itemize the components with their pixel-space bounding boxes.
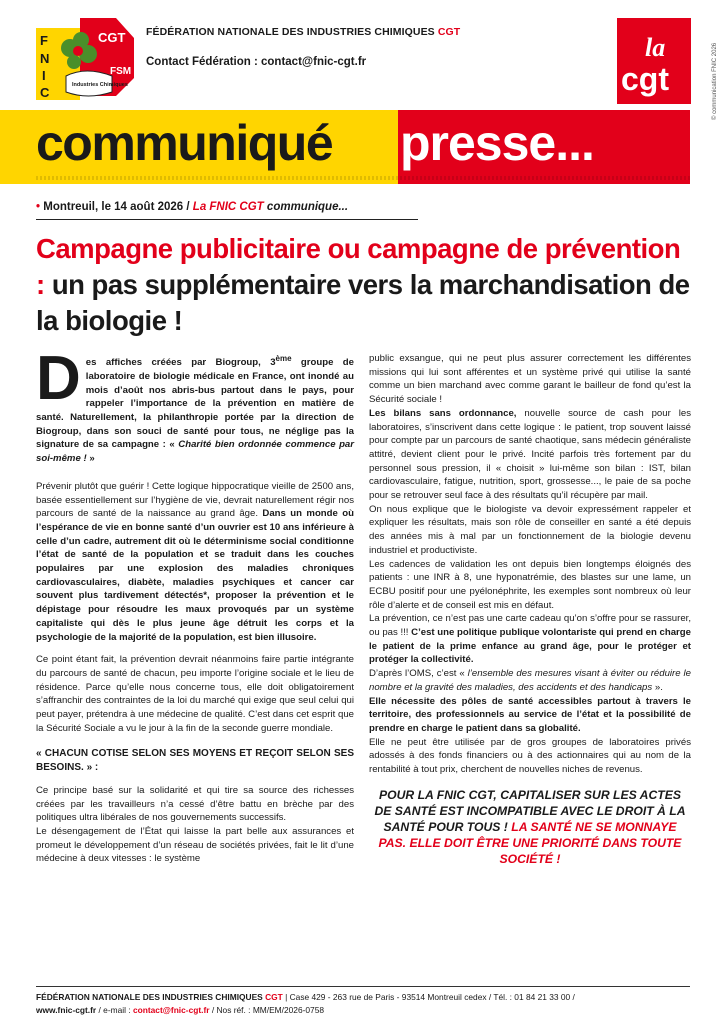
federation-cgt: CGT [437,26,461,38]
fnic-letter-i: I [42,68,46,83]
footer-federation: FÉDÉRATION NATIONALE DES INDUSTRIES CHIMIQUES [36,992,263,1002]
title-red-part: Campagne publicitaire ou campagne de prévention : [36,233,681,300]
fnic-logo-fsm: FSM [110,66,132,77]
article-title [36,231,690,339]
conclusion-black: POUR LA FNIC CGT, CAPITALISER SUR LES ACTES DE SANTÉ EST INCOMPATIBLE AVEC LE DROIT À LA SANTÉ POUR TOUS ! [374,787,686,834]
p2-start: Prévenir plutôt que guérir ! Cette logique hippocratique vieille de 2500 ans, basée essentiellement sur l’hygiène de vie, devrait naturellement régir nos parcours de santé de la naissance au grand âge. [36,480,354,520]
paragraph-disengagement: Le désengagement de l’État qui laisse la part belle aux assurances et promeut le développement d’un réseau de sociétés privées, fait le lit d’une médecine à deux vitesses : le système [36,825,354,865]
dateline [36,201,418,220]
paragraph-principle: Ce principe basé sur la solidarité et qui tire sa source des richesses créées par les travailleurs n’a cessé d’être battu en brèche par des politiques ultra libérales de nos gouvernements successifs. [36,784,354,824]
dateline-org: La FNIC CGT [192,201,264,213]
fnic-letter-f: F [40,33,48,48]
section-heading: « CHACUN COTISE SELON SES MOYENS ET REÇOIT SELON SES BESOINS. » : [36,748,354,774]
dateline-place-date: Montreuil, le 14 août 2026 / [43,201,190,213]
footer-links [36,1005,324,1015]
communique-banner [0,110,690,184]
lead-paragraph [36,344,354,466]
fnic-logo-industries: Industries Chimiques [72,82,128,88]
side-credit-text: © communication FNIC 2026 [712,42,718,120]
bilans-bold: Les bilans sans ordonnance, [369,407,517,419]
bilans-rest: nouvelle source de cash pour les laboratoires, s’inscrivent dans cette logique : le patient, trop souvent laissé pour compte par un parcours de santé chaotique, sans médecin généraliste attitré, devient client pour le privé. Incité parfois très fortement par du personnel sous pression, il « choisit » lui-même son bilan : IST, bilan cardiovasculaire, fatigue, nutrition, sport, grossesse..., le paie de sa poche pour se retrouver seul face à des résultats qu’il récupère par mail. [369,407,691,502]
footer-cgt: CGT [265,992,283,1002]
paragraph-oms [369,667,691,694]
lead-text-2: groupe de laboratoire de biologie médicale en France, ont inondé au mois d’août nos abris-bus partout dans le pays, pour rappeler l’importance de la prévention en matière de santé. Naturellement, la philanthropie portée par la direction de Biogroup, dans son souci de santé pour tous, ne néglige pas la signature de sa campagne : « [36,357,354,451]
paragraph-prevention-gift [369,612,691,667]
fnic-letter-n: N [40,51,50,66]
title-black-part: un pas supplémentaire vers la marchandisation de la biologie ! [36,269,690,336]
cgt-logo-la: la [645,33,666,62]
cgt-logo-cgt: cgt [621,61,669,97]
footer-address [36,992,575,1002]
paragraph-biologist: On nous explique que le biologiste va devoir expressément rappeler et expliquer les résultats, mais son rôle de conseiller en santé a été depuis des années mis à mal par un fonctionnement de la biologie devenu industriel et productiviste. [369,503,691,556]
federation-name-text: FÉDÉRATION NATIONALE DES INDUSTRIES CHIMIQUES [146,26,435,38]
footer-address-text: | Case 429 - 263 rue de Paris - 93514 Montreuil cedex / Tél. : 01 84 21 33 00 / [282,992,575,1002]
dateline-bullet: • [36,201,41,213]
p5-bold: C’est une politique publique volontariste qui prend en charge le patient de la prime enfance au grand âge, pour le protéger et protéger la collectivité. [369,627,691,666]
paragraph-cadences: Les cadences de validation les ont depuis bien longtemps éloignés des patients : une INR à 8, une hyponatrémie, des blastes sur une lame, un ECBU positif pour une pyélonéphrite, les exemples sont nombreux où leur rôle d’alerte et de conseil est mis en défaut. [369,558,691,611]
conclusion [369,787,691,867]
p7-bold: Elle nécessite des pôles de santé accessibles partout à travers le territoire, des professionnels au service de l’état et la possibilité de prendre en charge le patient dans sa globalité. [369,695,691,734]
paragraph-public: public exsangue, qui ne peut plus assurer correctement les différentes missions qui lui sont afférentes et un système privé qui utilise la santé comme un bien marchand avec comme garant le bailleur de fond qu’est la Sécurité sociale ! [369,353,691,406]
footer-email-link[interactable]: contact@fnic-cgt.fr [132,1005,210,1015]
p2-bold: Dans un monde où l’espérance de vie en bonne santé d’un ouvrier est 10 ans inférieure à celle d’un cadre, autrement dit où le déterminisme social conditionne l’état de santé de la population et se traduit dans les couches populaires par une explosion des maladies chroniques cardiovasculaires, diabète, maladies psychiques et cancer car souvent plus tardivement détectés*, proposer la prévention et le dépistage pour résoudre les maux provoqués par un système capitaliste qui dès le plus jeune âge détruit les corps et la psychologie de la majorité de la population, est bien illusoire. [36,508,354,643]
fnic-logo [36,18,134,100]
federation-name [146,26,460,38]
paragraph-groups: Elle ne peut être utilisée par de gros groupes de laboratoires privés adossés à des fonds financiers ou à des actionnaires qui au nom de la rentabilité à tout prix, cherchent de nouvelles niches de revenus. [369,736,691,776]
fnic-letter-c: C [40,85,50,100]
lead-sup: ème [275,354,292,363]
drop-cap: D [36,344,81,413]
cgt-logo [617,18,691,104]
footer-website-link[interactable]: www.fnic-cgt.fr [36,1005,97,1015]
paragraph-point: Ce point étant fait, la prévention devrait néanmoins faire partie intégrante du parcours de santé de chacun, peu importe l’origine sociale et le lieu de résidence. Parce qu’elle nous concerne tous, elle doit obligatoirement s’affranchir des contraintes de la loi du marché qui exige que seul celui qui peut payer, prétendra à une médecine de qualité. C’est dans cet esprit que la Sécurité Sociale a vu le jour à la fin de la seconde guerre mondiale. [36,654,354,734]
footer-reference: / Nos réf. : MM/EM/2026-0758 [209,1005,325,1015]
footer-email-label: / e-mail : [96,1005,133,1015]
footer-rule [36,986,690,987]
p6-italic: l’ensemble des mesures visant à éviter ou réduire le nombre et la gravité des maladies, des accidents et des handicaps [369,668,691,693]
dateline-verb: communique... [266,201,349,213]
side-credit [702,20,716,120]
fnic-logo-cgt: CGT [98,30,126,45]
paragraph-prevention [36,480,354,644]
p5-start: La prévention, ce n’est pas une carte cadeau qu’on s’offre pour se rassurer, ou pas !!! [369,613,691,639]
federation-contact[interactable]: Contact Fédération : contact@fnic-cgt.fr [146,56,367,68]
paragraph-bilans [369,407,691,503]
right-column [369,352,691,867]
lead-text-1: es affiches créées par Biogroup, 3 [85,357,276,369]
left-column [36,344,354,866]
conclusion-red: LA SANTÉ NE SE MONNAYE PAS. ELLE DOIT ÊTRE UNE PRIORITÉ DANS TOUTE SOCIÉTÉ ! [378,819,682,866]
lead-end: » [86,453,95,465]
banner-word-presse: presse... [400,115,594,171]
lead-quote: Charité bien ordonnée commence par soi-même ! [36,439,354,465]
banner-word-communique: communiqué [36,115,333,171]
paragraph-poles [369,695,691,736]
banner-stripes [36,176,690,180]
p6-start: D’après l’OMS, c’est « [369,668,468,680]
p6-end: ». [652,681,663,693]
